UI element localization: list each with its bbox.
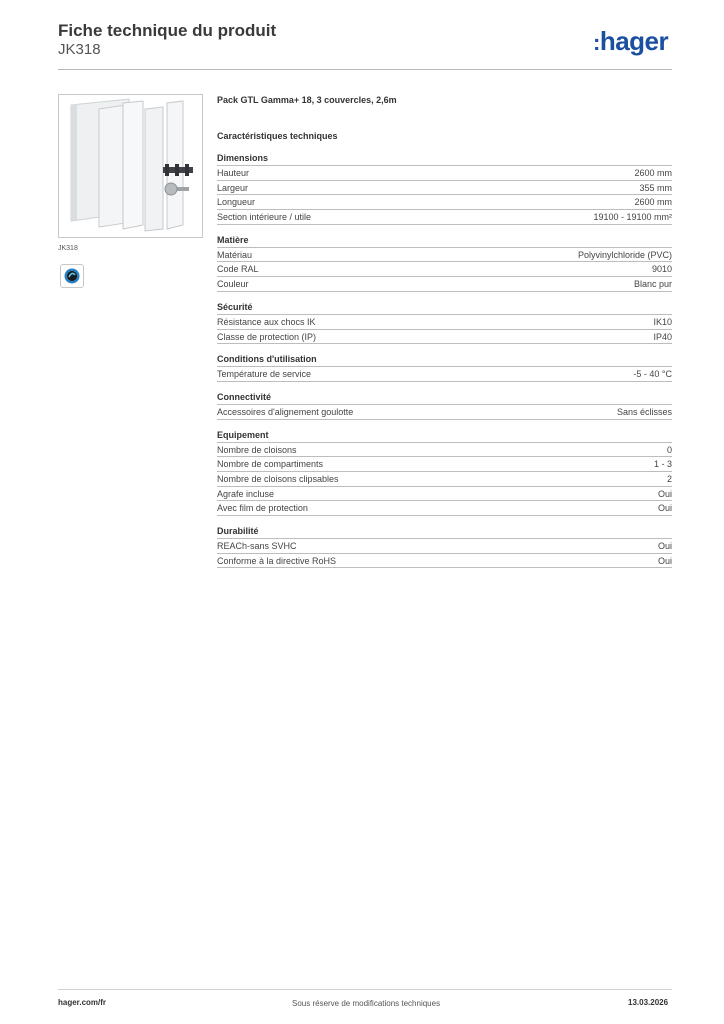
spec-label: Conforme à la directive RoHS: [217, 555, 337, 566]
spec-label: Résistance aux chocs IK: [217, 316, 316, 327]
spec-label: Nombre de compartiments: [217, 459, 324, 470]
spec-label: Section intérieure / utile: [217, 212, 312, 223]
spec-row: [217, 277, 672, 292]
spec-row: [217, 443, 672, 458]
spec-value: IP40: [653, 331, 672, 342]
spec-value: Oui: [657, 541, 672, 551]
spec-value: -5 - 40 °C: [633, 369, 672, 380]
product-image: [58, 94, 203, 238]
spec-row: [217, 181, 672, 196]
spec-value: 2600 mm: [634, 197, 672, 208]
footer-date: 13.03.2026: [628, 998, 669, 1007]
spec-row: [217, 367, 672, 382]
spec-value: 19100 - 19100 mm²: [593, 212, 672, 223]
spec-value: Sans éclisses: [616, 406, 672, 417]
footer-website-link[interactable]: hager.com/fr: [58, 998, 107, 1007]
spec-row: [217, 330, 672, 345]
header-divider: [58, 69, 672, 70]
spec-label: Agrafe incluse: [217, 488, 275, 499]
spec-value: Blanc pur: [633, 279, 672, 290]
spec-label: Accessoires d'alignement goulotte: [217, 406, 354, 417]
spec-value: Oui: [657, 503, 672, 514]
group-title: Durabilité: [217, 525, 672, 539]
page-title: Fiche technique du produit: [58, 21, 277, 40]
characteristics-title: Caractéristiques techniques: [217, 131, 338, 141]
spec-row: [217, 315, 672, 330]
footer-notice: Sous réserve de modifications techniques: [292, 999, 441, 1008]
spec-value: 9010: [651, 264, 672, 275]
spec-label: Température de service: [217, 369, 312, 380]
spec-row: [217, 457, 672, 472]
spec-label: Longueur: [217, 197, 256, 208]
spec-label: Code RAL: [217, 264, 259, 275]
spec-row: [217, 472, 672, 487]
spec-value: Oui: [657, 555, 672, 566]
spec-group-material: [217, 234, 672, 292]
spec-value: Polyvinylchloride (PVC): [577, 249, 672, 260]
spec-content: [217, 95, 672, 568]
spec-label: Nombre de cloisons: [217, 444, 297, 455]
spec-row: [217, 554, 672, 569]
spec-value: IK10: [653, 316, 672, 327]
logo-text: hager: [599, 26, 669, 56]
spec-label: Classe de protection (IP): [217, 331, 317, 342]
spec-label: Matériau: [217, 249, 253, 260]
spec-value: 0: [666, 444, 672, 455]
footer-divider: [58, 989, 672, 990]
group-title: Connectivité: [217, 391, 672, 405]
spec-value: 2: [666, 473, 672, 484]
spec-row: [217, 405, 672, 420]
spec-group-security: [217, 301, 672, 344]
group-title: Equipement: [217, 429, 672, 443]
group-title: Dimensions: [217, 152, 672, 166]
spec-label: Avec film de protection: [217, 503, 308, 514]
group-title: Conditions d'utilisation: [217, 353, 672, 367]
spec-value: 355 mm: [639, 182, 672, 193]
spec-row: [217, 262, 672, 277]
spec-value: Oui: [657, 488, 672, 499]
spec-label: Largeur: [217, 182, 249, 193]
spec-group-conditions: [217, 353, 672, 382]
spec-group-dimensions: [217, 152, 672, 225]
spec-row: [217, 195, 672, 210]
group-title: Sécurité: [217, 301, 672, 315]
spec-row: [217, 166, 672, 181]
spec-label: Couleur: [217, 279, 249, 290]
spec-group-durability: [217, 525, 672, 568]
hager-logo: [593, 28, 668, 54]
spec-value: 1 - 3: [653, 459, 672, 470]
spec-row: [217, 210, 672, 225]
product-reference: JK318: [58, 41, 101, 58]
logo-dots: :: [593, 30, 600, 55]
certification-badge-icon: [60, 264, 84, 288]
spec-label: Hauteur: [217, 168, 250, 178]
spec-group-equipment: [217, 429, 672, 516]
spec-row: [217, 501, 672, 516]
spec-row: [217, 487, 672, 502]
group-title: Matière: [217, 234, 672, 248]
spec-row: [217, 539, 672, 554]
spec-value: 2600 mm: [634, 168, 672, 178]
spec-label: REACh-sans SVHC: [217, 541, 297, 551]
product-name: Pack GTL Gamma+ 18, 3 couvercles, 2,6m: [217, 95, 397, 105]
spec-row: [217, 248, 672, 263]
image-caption: JK318: [58, 245, 78, 252]
spec-group-connectivity: [217, 391, 672, 420]
spec-label: Nombre de cloisons clipsables: [217, 473, 339, 484]
